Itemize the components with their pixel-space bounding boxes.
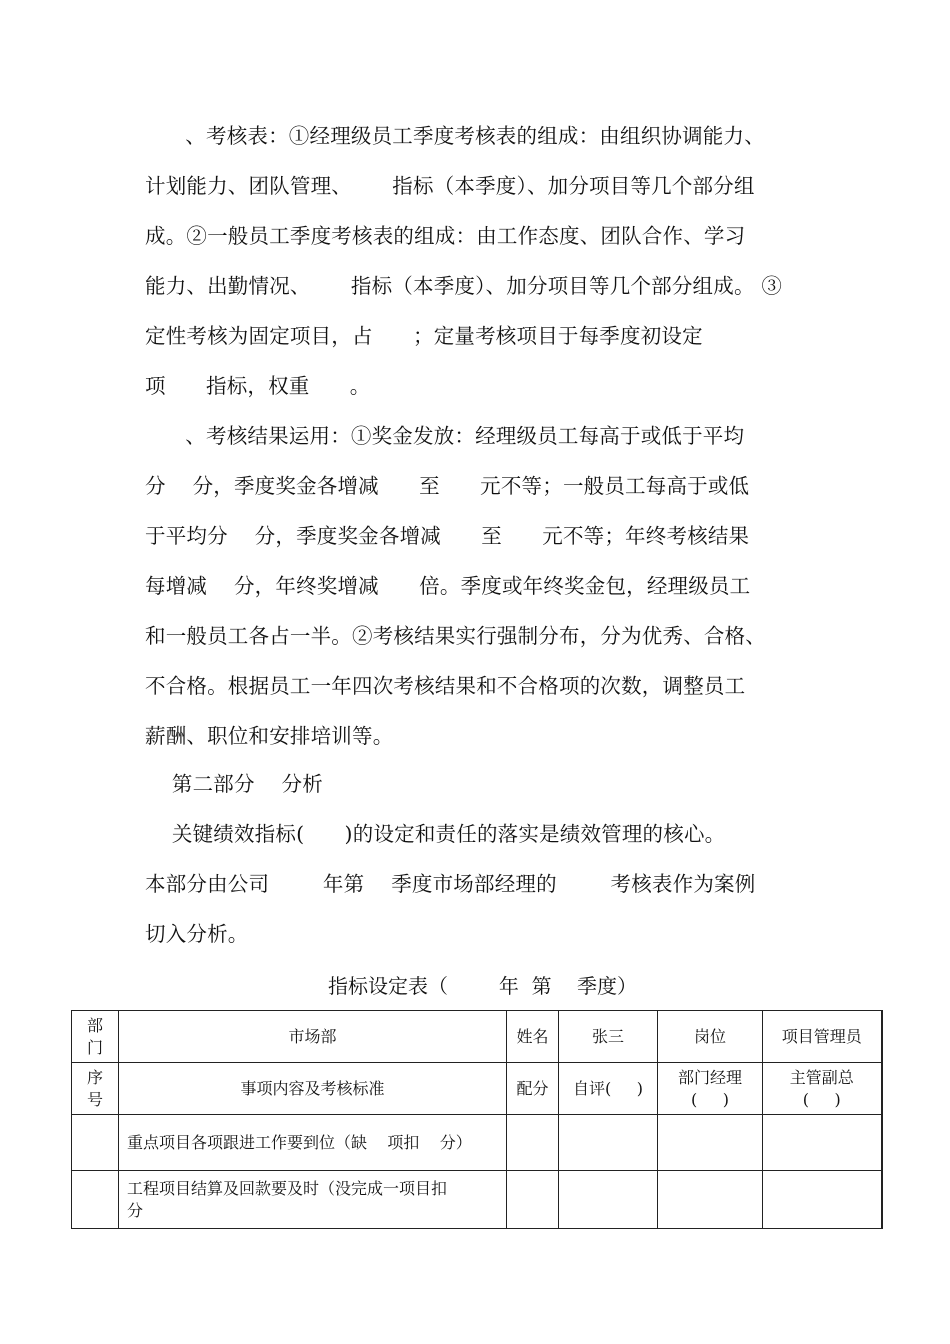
paragraph-line: 、考核结果运用：①奖金发放：经理级员工每高于或低于平均 [145, 424, 745, 448]
paragraph-line: 和一般员工各占一半。②考核结果实行强制分布，分为优秀、合格、 [145, 624, 766, 648]
score-cell [507, 1115, 559, 1171]
seq-cell [72, 1115, 119, 1171]
seq-cell [72, 1171, 119, 1229]
table-row [72, 1171, 882, 1229]
paragraph-line: 切入分析。 [145, 922, 249, 946]
manager-cell [658, 1115, 763, 1171]
manager-cell [658, 1171, 763, 1229]
paragraph-line: 薪酬、职位和安排培训等。 [145, 724, 394, 748]
content-cell: 重点项目各项跟进工作要到位（缺 项扣 分） [119, 1115, 507, 1171]
dept-label-cell: 部 门 [72, 1011, 119, 1063]
section-heading: 第二部分 分析 [145, 772, 323, 796]
content-label-cell: 事项内容及考核标准 [119, 1063, 507, 1115]
table-row [72, 1115, 882, 1171]
paragraph-line: 定性考核为固定项目，占 ；定量考核项目于每季度初设定 [145, 324, 703, 348]
self-cell [559, 1115, 658, 1171]
score-label-cell: 配分 [507, 1063, 559, 1115]
kpi-table [71, 1010, 883, 1229]
vp-cell [763, 1115, 882, 1171]
dept-value-cell: 市场部 [119, 1011, 507, 1063]
vp-label-cell: 主管副总 ( ) [763, 1063, 882, 1115]
paragraph-line: 计划能力、团队管理、 指标（本季度）、加分项目等几个部分组 [145, 174, 755, 198]
paragraph-line: 成。②一般员工季度考核表的组成：由工作态度、团队合作、学习 [145, 224, 746, 248]
table-column-row [72, 1063, 882, 1115]
post-label-cell: 岗位 [658, 1011, 763, 1063]
manager-label-cell: 部门经理 ( ) [658, 1063, 763, 1115]
table-header-row [72, 1011, 882, 1063]
score-cell [507, 1171, 559, 1229]
paragraph-line: 于平均分 分，季度奖金各增减 至 元不等；年终考核结果 [145, 524, 750, 548]
paragraph-line: 分 分，季度奖金各增减 至 元不等；一般员工每高于或低 [145, 474, 750, 498]
paragraph-line: 关键绩效指标( )的设定和责任的落实是绩效管理的核心。 [145, 822, 726, 846]
paragraph-line: 项 指标，权重 。 [145, 374, 371, 398]
seq-label-cell: 序 号 [72, 1063, 119, 1115]
self-cell [559, 1171, 658, 1229]
self-eval-label-cell: 自评( ) [559, 1063, 658, 1115]
paragraph-line: 、考核表：①经理级员工季度考核表的组成：由组织协调能力、 [145, 124, 765, 148]
vp-cell [763, 1171, 882, 1229]
name-label-cell: 姓名 [507, 1011, 559, 1063]
name-value-cell: 张三 [559, 1011, 658, 1063]
paragraph-line: 能力、出勤情况、 指标（本季度）、加分项目等几个部分组成。 ③ [145, 274, 783, 298]
content-cell: 工程项目结算及回款要及时（没完成一项目扣 分 [119, 1171, 507, 1229]
post-value-cell: 项目管理员 [763, 1011, 882, 1063]
table-caption: 指标设定表（ 年 第 季度） [328, 974, 638, 998]
paragraph-line: 每增减 分，年终奖增减 倍。季度或年终奖金包，经理级员工 [145, 574, 751, 598]
paragraph-line: 不合格。根据员工一年四次考核结果和不合格项的次数，调整员工 [145, 674, 746, 698]
paragraph-line: 本部分由公司 年第 季度市场部经理的 考核表作为案例 [145, 872, 756, 896]
